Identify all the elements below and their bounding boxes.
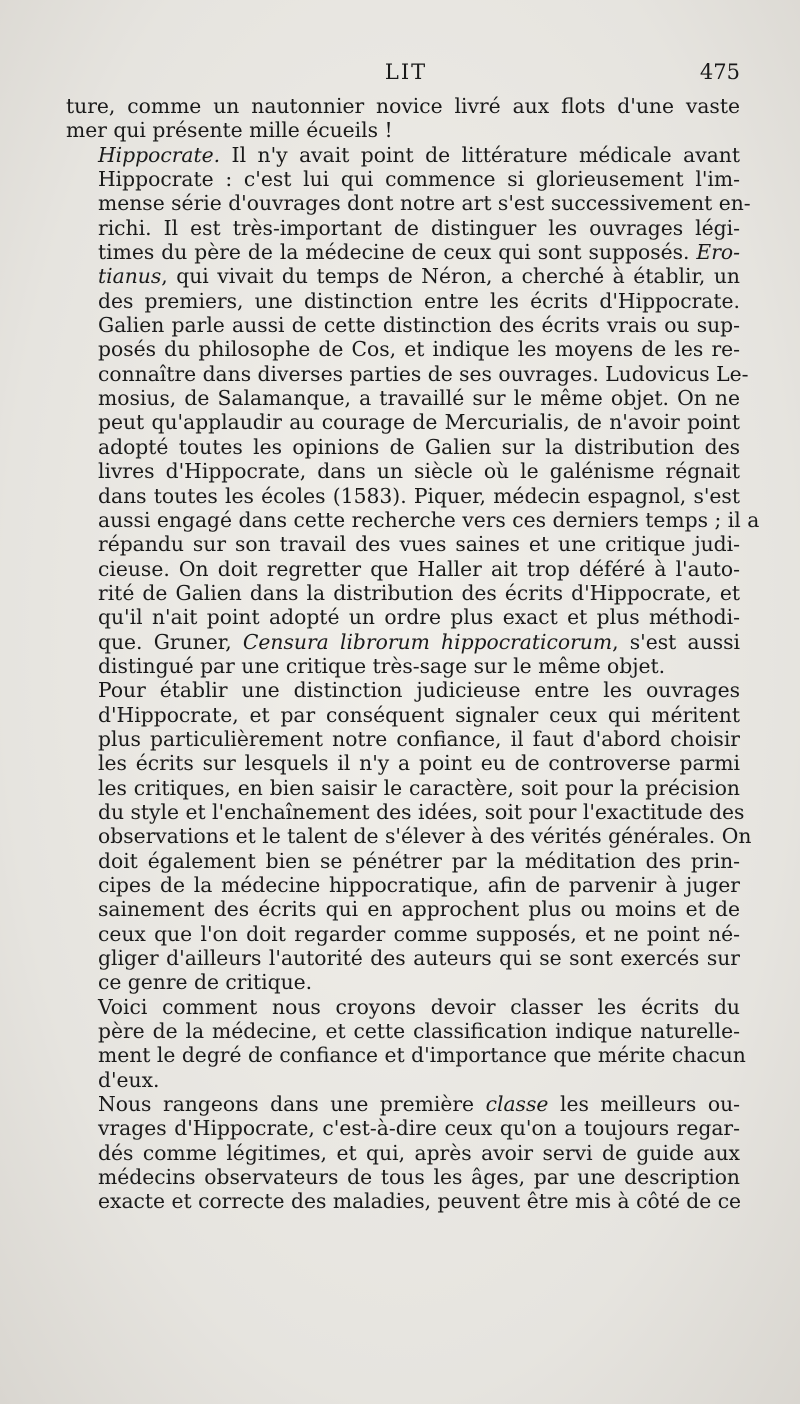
- text-line: connaître dans diverses parties de ses ouvrages. Ludovicus Le-: [98, 361, 749, 386]
- text-line: les critiques, en bien saisir le caractère, soit pour la précision: [98, 775, 740, 800]
- text-line: richi. Il est très-important de distinguer les ouvrages légi-: [98, 215, 740, 240]
- running-head: LIT: [384, 60, 428, 84]
- paragraph: [66, 678, 752, 995]
- text-line: Hippocrate. Il n'y avait point de littérature médicale avant: [98, 142, 740, 167]
- page-number: 475: [699, 60, 740, 84]
- text-line: vrages d'Hippocrate, c'est-à-dire ceux qu'on a toujours regar-: [98, 1116, 740, 1141]
- text-line: posés du philosophe de Cos, et indique les moyens de les re-: [98, 337, 740, 362]
- body-text: [66, 94, 760, 1214]
- text-line: peut qu'applaudir au courage de Mercurialis, de n'avoir point: [98, 410, 740, 435]
- text-line: les écrits sur lesquels il n'y a point eu de controverse parmi: [98, 751, 740, 776]
- page-header: [72, 60, 740, 90]
- text-line: cipes de la médecine hippocratique, afin de parvenir à juger: [98, 873, 740, 897]
- text-line: tianus, qui vivait du temps de Néron, a cherché à établir, un: [98, 264, 740, 289]
- text-line: livres d'Hippocrate, dans un siècle où le galénisme régnait: [98, 459, 740, 484]
- text-line: ce genre de critique.: [98, 970, 313, 995]
- text-line: Nous rangeons dans une première classe les meilleurs ou-: [98, 1092, 740, 1117]
- text-line: dans toutes les écoles (1583). Piquer, médecin espagnol, s'est: [98, 483, 740, 508]
- paragraph: [66, 94, 740, 143]
- text-line: ceux que l'on doit regarder comme supposés, et ne point né-: [98, 921, 740, 946]
- text-line: médecins observateurs de tous les âges, par une description: [98, 1165, 740, 1190]
- text-line: que. Gruner, Censura librorum hippocraticorum, s'est aussi: [98, 629, 740, 654]
- text-line: Galien parle aussi de cette distinction des écrits vrais ou sup-: [98, 313, 740, 338]
- text-line: d'eux.: [98, 1067, 160, 1092]
- text-line: gliger d'ailleurs l'autorité des auteurs qui se sont exercés sur: [98, 946, 740, 971]
- text-line: mense série d'ouvrages dont notre art s'est successivement en-: [98, 191, 751, 216]
- text-line: rité de Galien dans la distribution des écrits d'Hippocrate, et: [98, 580, 740, 605]
- text-line: ment le degré de confiance et d'importance que mérite chacun: [98, 1043, 746, 1068]
- text-line: observations et le talent de s'élever à des vérités générales. On: [98, 824, 752, 849]
- text-line: des premiers, une distinction entre les écrits d'Hippocrate.: [98, 288, 740, 313]
- text-line: adopté toutes les opinions de Galien sur la distribution des: [98, 434, 740, 459]
- text-line: doit également bien se pénétrer par la méditation des prin-: [98, 848, 740, 873]
- text-line: qu'il n'ait point adopté un ordre plus exact et plus méthodi-: [98, 605, 740, 630]
- text-line: ture, comme un nautonnier novice livré aux flots d'une vaste: [66, 94, 740, 118]
- text-line: mer qui présente mille écueils !: [66, 118, 393, 143]
- text-line: distingué par une critique très-sage sur le même objet.: [98, 653, 666, 678]
- paragraph: [66, 994, 746, 1092]
- text-line: du style et l'enchaînement des idées, soit pour l'exactitude des: [98, 799, 745, 824]
- text-line: aussi engagé dans cette recherche vers ces derniers temps ; il a: [98, 507, 760, 532]
- paragraph: [66, 142, 760, 679]
- text-line: exacte et correcte des maladies, peuvent être mis à côté de ce: [98, 1189, 742, 1214]
- text-line: Hippocrate : c'est lui qui commence si glorieusement l'im-: [98, 167, 740, 192]
- text-line: Pour établir une distinction judicieuse entre les ouvrages: [98, 678, 740, 703]
- text-line: sainement des écrits qui en approchent plus ou moins et de: [98, 897, 740, 922]
- text-line: mosius, de Salamanque, a travaillé sur le même objet. On ne: [98, 386, 740, 411]
- text-line: dés comme légitimes, et qui, après avoir servi de guide aux: [98, 1140, 740, 1165]
- text-line: plus particulièrement notre confiance, il faut d'abord choisir: [98, 726, 740, 751]
- paragraph: [66, 1092, 740, 1214]
- text-line: Voici comment nous croyons devoir classer les écrits du: [98, 994, 740, 1019]
- text-line: d'Hippocrate, et par conséquent signaler ceux qui méritent: [98, 702, 740, 727]
- text-line: père de la médecine, et cette classification indique naturelle-: [98, 1019, 740, 1044]
- text-line: cieuse. On doit regretter que Haller ait trop déféré à l'auto-: [98, 556, 740, 581]
- text-line: répandu sur son travail des vues saines et une critique judi-: [98, 532, 740, 557]
- text-line: times du père de la médecine de ceux qui sont supposés. Ero-: [98, 240, 740, 265]
